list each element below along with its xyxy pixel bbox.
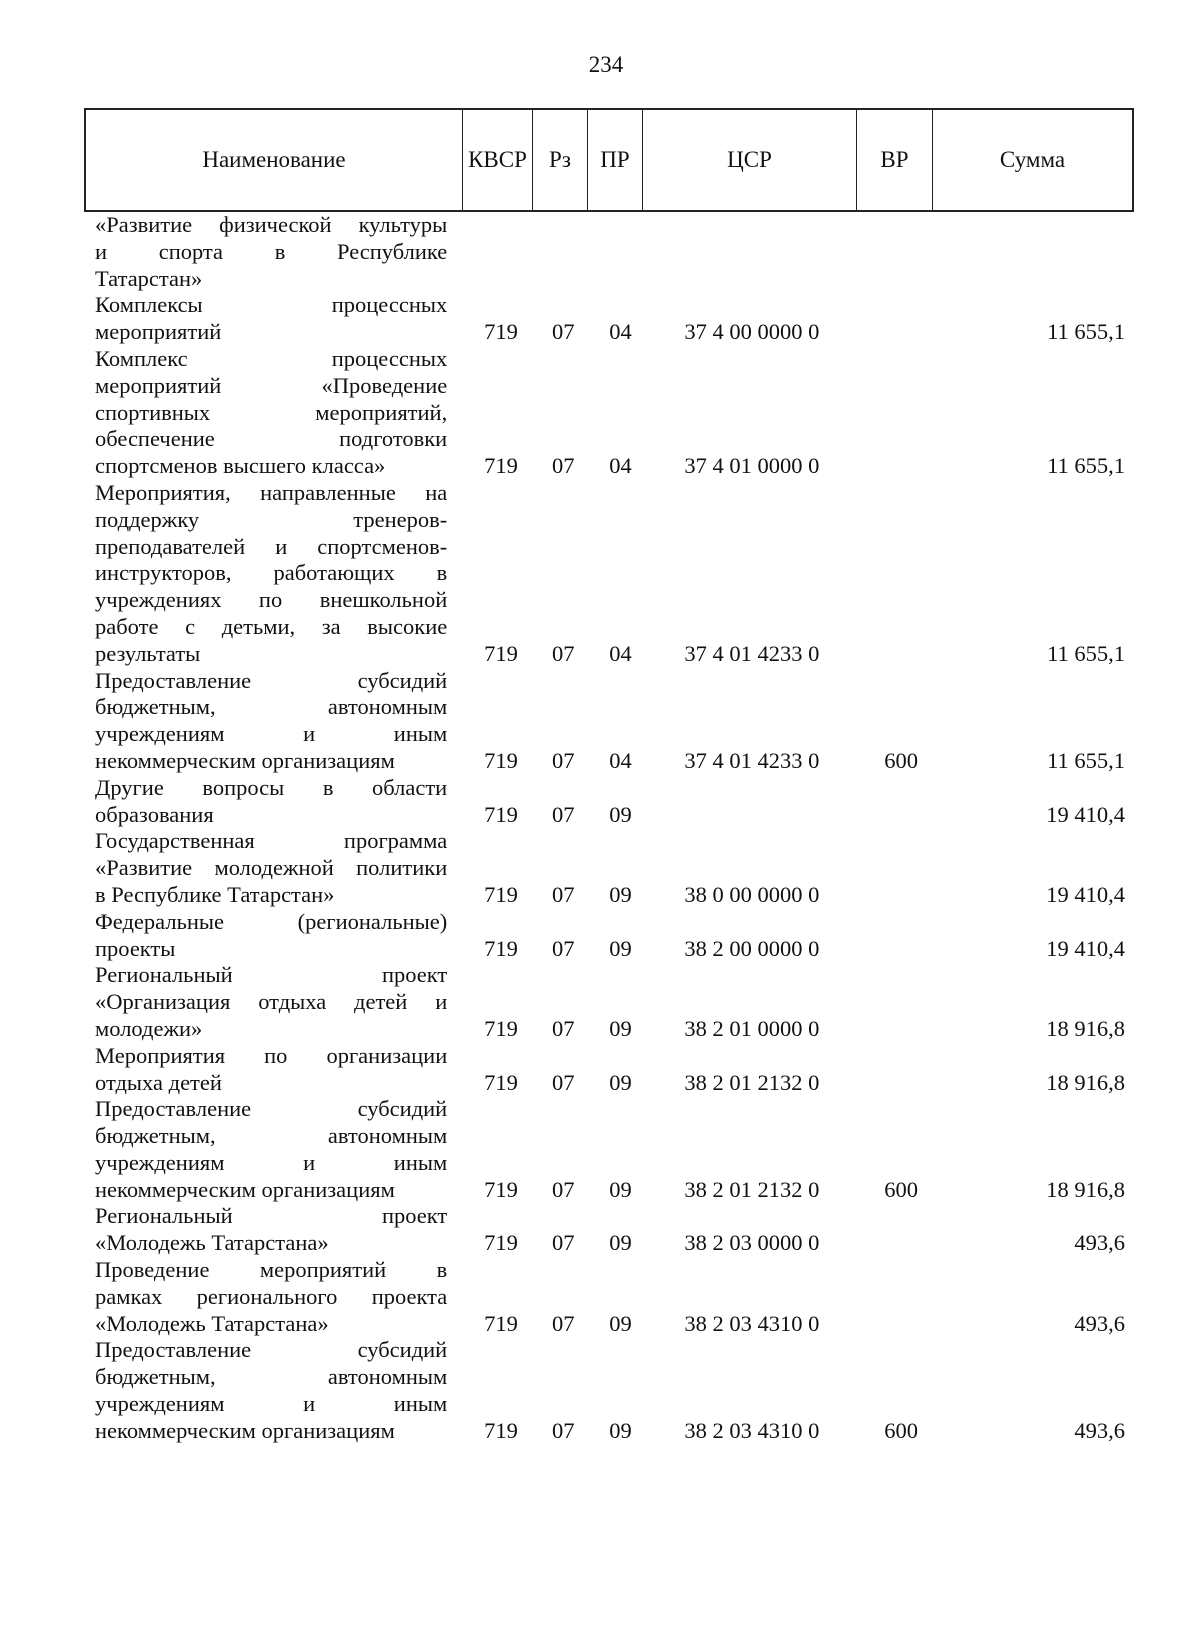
row-name bbox=[95, 292, 447, 346]
row-name-line: учреждениям и иным bbox=[95, 1391, 448, 1417]
row-rz: 07 bbox=[551, 1015, 575, 1041]
row-name bbox=[95, 1257, 447, 1337]
table-body bbox=[95, 212, 1125, 1445]
row-name-line: «Организация отдыха детей и bbox=[95, 989, 448, 1015]
table-row bbox=[95, 775, 1125, 829]
row-name-line: некоммерческим организациям bbox=[95, 1417, 395, 1443]
table-row bbox=[95, 909, 1125, 963]
row-name-line: учреждениям и иным bbox=[95, 1149, 448, 1175]
row-sum: 493,6 bbox=[1074, 1310, 1126, 1336]
row-vr: 600 bbox=[884, 1417, 918, 1443]
row-name-line: Государственная программа bbox=[95, 828, 448, 854]
row-name bbox=[95, 1337, 447, 1444]
row-kvsr: 719 bbox=[484, 1069, 518, 1095]
row-name-line: молодежи» bbox=[95, 1015, 203, 1041]
row-name-line: учреждениям и иным bbox=[95, 721, 448, 747]
row-name-line: Комплексы процессных bbox=[95, 292, 448, 318]
row-sum: 18 916,8 bbox=[1046, 1015, 1126, 1041]
row-pr: 09 bbox=[609, 881, 632, 907]
table-header bbox=[84, 108, 1134, 212]
row-kvsr: 719 bbox=[484, 881, 518, 907]
row-rz: 07 bbox=[551, 1176, 575, 1202]
row-rz: 07 bbox=[551, 747, 575, 773]
row-sum: 11 655,1 bbox=[1047, 640, 1126, 666]
table-row bbox=[95, 292, 1125, 346]
table-row bbox=[95, 1337, 1125, 1444]
row-kvsr: 719 bbox=[484, 1417, 518, 1443]
row-name bbox=[95, 1096, 447, 1203]
row-name bbox=[95, 212, 447, 292]
row-name-line: Региональный проект bbox=[95, 962, 448, 988]
row-name-line: «Молодежь Татарстана» bbox=[95, 1230, 329, 1256]
row-name-line: Предоставление субсидий bbox=[95, 1337, 448, 1363]
row-sum: 493,6 bbox=[1074, 1417, 1126, 1443]
row-name-line: некоммерческим организациям bbox=[95, 1176, 395, 1202]
row-name bbox=[95, 828, 447, 908]
row-name-line: бюджетным, автономным bbox=[95, 694, 448, 720]
row-name bbox=[95, 480, 447, 668]
row-sum: 18 916,8 bbox=[1046, 1176, 1126, 1202]
row-name bbox=[95, 1043, 447, 1097]
row-name-line: мероприятий bbox=[95, 319, 222, 345]
row-pr: 09 bbox=[609, 1417, 632, 1443]
row-name-line: образования bbox=[95, 801, 214, 827]
row-name-line: Проведение мероприятий в bbox=[95, 1257, 448, 1283]
row-kvsr: 719 bbox=[484, 453, 518, 479]
row-name-line: Мероприятия, направленные на bbox=[95, 479, 448, 505]
row-name-line: Региональный проект bbox=[95, 1203, 448, 1229]
row-csr: 38 2 00 0000 0 bbox=[684, 935, 820, 961]
row-name bbox=[95, 346, 447, 480]
row-kvsr: 719 bbox=[484, 801, 518, 827]
row-vr: 600 bbox=[884, 1176, 918, 1202]
row-csr: 37 4 01 4233 0 bbox=[684, 747, 820, 773]
row-name-line: «Молодежь Татарстана» bbox=[95, 1310, 329, 1336]
header-pr: ПР bbox=[588, 110, 643, 210]
row-name-line: рамках регионального проекта bbox=[95, 1283, 448, 1309]
row-name-line: поддержку тренеров- bbox=[95, 506, 448, 532]
row-name-line: «Развитие физической культуры bbox=[95, 212, 448, 237]
row-name-line: бюджетным, автономным bbox=[95, 1123, 448, 1149]
row-name-line: спортивных мероприятий, bbox=[95, 399, 448, 425]
row-kvsr: 719 bbox=[484, 1310, 518, 1336]
row-pr: 09 bbox=[609, 935, 632, 961]
row-sum: 493,6 bbox=[1074, 1230, 1126, 1256]
row-rz: 07 bbox=[551, 1417, 575, 1443]
row-pr: 09 bbox=[609, 1069, 632, 1095]
row-rz: 07 bbox=[551, 453, 575, 479]
row-csr: 38 2 01 2132 0 bbox=[684, 1176, 820, 1202]
row-pr: 09 bbox=[609, 1015, 632, 1041]
row-sum: 18 916,8 bbox=[1046, 1069, 1126, 1095]
row-rz: 07 bbox=[551, 640, 575, 666]
row-sum: 19 410,4 bbox=[1046, 935, 1126, 961]
header-name: Наименование bbox=[86, 110, 463, 210]
row-name-line: Мероприятия по организации bbox=[95, 1042, 448, 1068]
row-sum: 19 410,4 bbox=[1046, 881, 1126, 907]
row-pr: 09 bbox=[609, 1176, 632, 1202]
row-csr: 38 2 03 0000 0 bbox=[684, 1230, 820, 1256]
header-vr: ВР bbox=[857, 110, 933, 210]
table-row bbox=[95, 1096, 1125, 1203]
header-sum: Сумма bbox=[999, 147, 1066, 172]
row-sum: 19 410,4 bbox=[1046, 801, 1126, 827]
row-name-line: бюджетным, автономным bbox=[95, 1364, 448, 1390]
row-csr: 38 2 01 2132 0 bbox=[684, 1069, 820, 1095]
row-name-line: отдыха детей bbox=[95, 1069, 222, 1095]
row-kvsr: 719 bbox=[484, 747, 518, 773]
row-name-line: инструкторов, работающих в bbox=[95, 560, 448, 586]
table-row bbox=[95, 1043, 1125, 1097]
row-rz: 07 bbox=[551, 319, 575, 345]
row-kvsr: 719 bbox=[484, 640, 518, 666]
header-kvsr: КВСР bbox=[463, 110, 533, 210]
row-name bbox=[95, 668, 447, 775]
row-name-line: Предоставление субсидий bbox=[95, 1096, 448, 1122]
row-pr: 09 bbox=[609, 1310, 632, 1336]
row-csr: 38 2 03 4310 0 bbox=[684, 1310, 820, 1336]
table-row bbox=[95, 962, 1125, 1042]
row-name-line: результаты bbox=[95, 640, 201, 666]
row-csr: 38 2 03 4310 0 bbox=[684, 1417, 820, 1443]
row-name-line: Предоставление субсидий bbox=[95, 667, 448, 693]
row-csr: 37 4 01 4233 0 bbox=[684, 640, 820, 666]
row-name-line: учреждениях по внешкольной bbox=[95, 587, 448, 613]
row-name-line: проекты bbox=[95, 935, 176, 961]
row-csr: 38 0 00 0000 0 bbox=[684, 881, 820, 907]
row-name-line: некоммерческим организациям bbox=[95, 747, 395, 773]
row-name-line: работе с детьми, за высокие bbox=[95, 613, 448, 639]
row-name-line: преподавателей и спортсменов- bbox=[95, 533, 448, 559]
table-row bbox=[95, 828, 1125, 908]
row-rz: 07 bbox=[551, 1230, 575, 1256]
header-csr: ЦСР bbox=[643, 110, 857, 210]
row-kvsr: 719 bbox=[484, 935, 518, 961]
row-pr: 04 bbox=[609, 640, 632, 666]
row-name-line: в Республике Татарстан» bbox=[95, 881, 335, 907]
row-csr: 37 4 01 0000 0 bbox=[684, 453, 820, 479]
row-kvsr: 719 bbox=[484, 1176, 518, 1202]
row-name-line: мероприятий «Проведение bbox=[95, 372, 448, 398]
row-name-line: «Развитие молодежной политики bbox=[95, 855, 448, 881]
table-row bbox=[95, 212, 1125, 292]
header-rz: Рз bbox=[533, 110, 588, 210]
row-sum: 11 655,1 bbox=[1047, 453, 1126, 479]
row-pr: 04 bbox=[609, 319, 632, 345]
row-sum: 11 655,1 bbox=[1047, 747, 1126, 773]
row-name bbox=[95, 1203, 447, 1257]
row-rz: 07 bbox=[551, 935, 575, 961]
row-rz: 07 bbox=[551, 881, 575, 907]
row-name-line: и спорта в Республике bbox=[95, 238, 448, 264]
row-name-line: Федеральные (региональные) bbox=[95, 908, 448, 934]
table-row bbox=[95, 668, 1125, 775]
row-pr: 09 bbox=[609, 801, 632, 827]
row-name bbox=[95, 775, 447, 829]
row-sum: 11 655,1 bbox=[1047, 319, 1126, 345]
table-row bbox=[95, 480, 1125, 668]
row-pr: 04 bbox=[609, 453, 632, 479]
row-rz: 07 bbox=[551, 801, 575, 827]
row-pr: 09 bbox=[609, 1230, 632, 1256]
row-pr: 04 bbox=[609, 747, 632, 773]
row-name-line: обеспечение подготовки bbox=[95, 426, 448, 452]
row-rz: 07 bbox=[551, 1069, 575, 1095]
row-kvsr: 719 bbox=[484, 319, 518, 345]
row-name-line: спортсменов высшего класса» bbox=[95, 453, 386, 479]
row-name-line: Комплекс процессных bbox=[95, 345, 448, 371]
table-row bbox=[95, 1203, 1125, 1257]
row-name-line: Другие вопросы в области bbox=[95, 774, 448, 800]
row-name bbox=[95, 909, 447, 963]
page-number: 234 bbox=[588, 52, 624, 77]
row-csr: 37 4 00 0000 0 bbox=[684, 319, 820, 345]
table-row bbox=[95, 346, 1125, 480]
row-name-line: Татарстан» bbox=[95, 265, 203, 291]
row-vr: 600 bbox=[884, 747, 918, 773]
row-kvsr: 719 bbox=[484, 1015, 518, 1041]
row-csr: 38 2 01 0000 0 bbox=[684, 1015, 820, 1041]
row-kvsr: 719 bbox=[484, 1230, 518, 1256]
row-rz: 07 bbox=[551, 1310, 575, 1336]
row-name bbox=[95, 962, 447, 1042]
table-row bbox=[95, 1257, 1125, 1337]
